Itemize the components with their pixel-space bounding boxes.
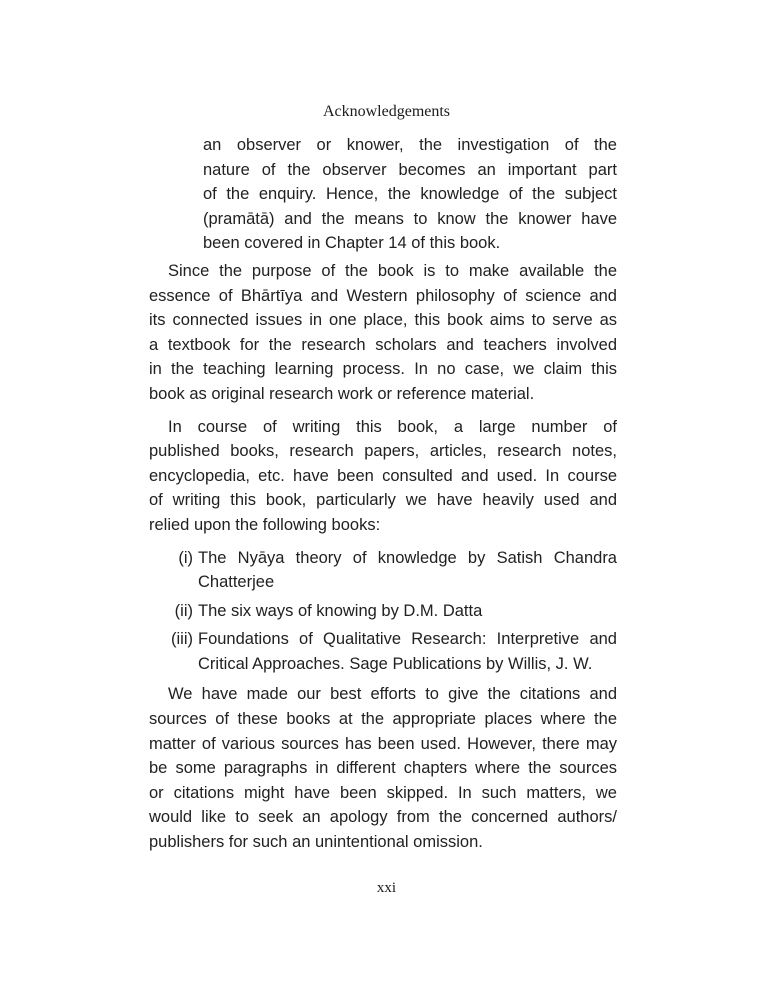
text-line: Since the purpose of the book is to make available the — [168, 261, 617, 280]
text-line: sources of these books at the appropriate places where the — [149, 710, 617, 729]
list-item — [149, 599, 617, 624]
text-line: publishers for such an unintentional omission. — [149, 833, 483, 852]
list-item-text — [198, 546, 617, 595]
text-line: The Nyāya theory of knowledge by Satish Chandra — [198, 548, 617, 567]
text-line: nature of the observer becomes an important part — [203, 160, 617, 179]
text-line: in the teaching learning process. In no case, we claim this — [149, 360, 617, 379]
list-item — [149, 546, 617, 595]
page-title: Acknowledgements — [322, 103, 451, 120]
text-line: been covered in Chapter 14 of this book. — [203, 234, 501, 253]
page-number: xxi — [376, 879, 397, 896]
text-line: In course of writing this book, a large number of — [168, 417, 617, 436]
paragraph-citations-apology — [149, 682, 617, 854]
referenced-books-list — [149, 546, 617, 677]
paragraph-book-purpose — [149, 259, 617, 407]
text-line: book as original research work or reference material. — [149, 384, 535, 403]
text-line: of the enquiry. Hence, the knowledge of the subject — [203, 185, 617, 204]
text-line: We have made our best efforts to give the citations and — [168, 685, 617, 704]
text-line: Foundations of Qualitative Research: Interpretive and — [198, 630, 617, 649]
text-line: The six ways of knowing by D.M. Datta — [198, 601, 483, 620]
list-marker: (ii) — [174, 601, 193, 620]
text-line: Critical Approaches. Sage Publications by Willis, J. W. — [198, 654, 593, 673]
text-line: Chatterjee — [198, 573, 275, 592]
paragraph-sources-consulted — [149, 415, 617, 538]
list-item-text — [198, 627, 617, 676]
text-line: encyclopedia, etc. have been consulted and used. In course — [149, 466, 617, 485]
paragraph-opening-continuation — [203, 133, 617, 256]
list-marker: (i) — [178, 548, 193, 567]
text-line: an observer or knower, the investigation of the — [203, 136, 617, 154]
text-line: of writing this book, particularly we have heavily used and — [149, 491, 617, 510]
list-marker: (iii) — [171, 630, 193, 649]
text-line: or citations might have been skipped. In such matters, we — [149, 783, 617, 802]
text-line: would like to seek an apology from the concerned authors/ — [149, 808, 617, 827]
text-line: essence of Bhārtīya and Western philosophy of science and — [149, 286, 617, 305]
text-line: matter of various sources has been used. However, there may — [149, 734, 617, 753]
page-content — [149, 133, 617, 855]
text-line: published books, research papers, articles, research notes, — [149, 442, 617, 461]
text-line: be some paragraphs in different chapters where the sources — [149, 759, 617, 778]
list-item — [149, 627, 617, 676]
text-line: (pramātā) and the means to know the knower have — [203, 209, 617, 228]
text-line: its connected issues in one place, this book aims to serve as — [149, 311, 617, 330]
text-line: a textbook for the research scholars and teachers involved — [149, 335, 617, 354]
text-line: relied upon the following books: — [149, 515, 381, 534]
list-item-text — [198, 599, 617, 624]
